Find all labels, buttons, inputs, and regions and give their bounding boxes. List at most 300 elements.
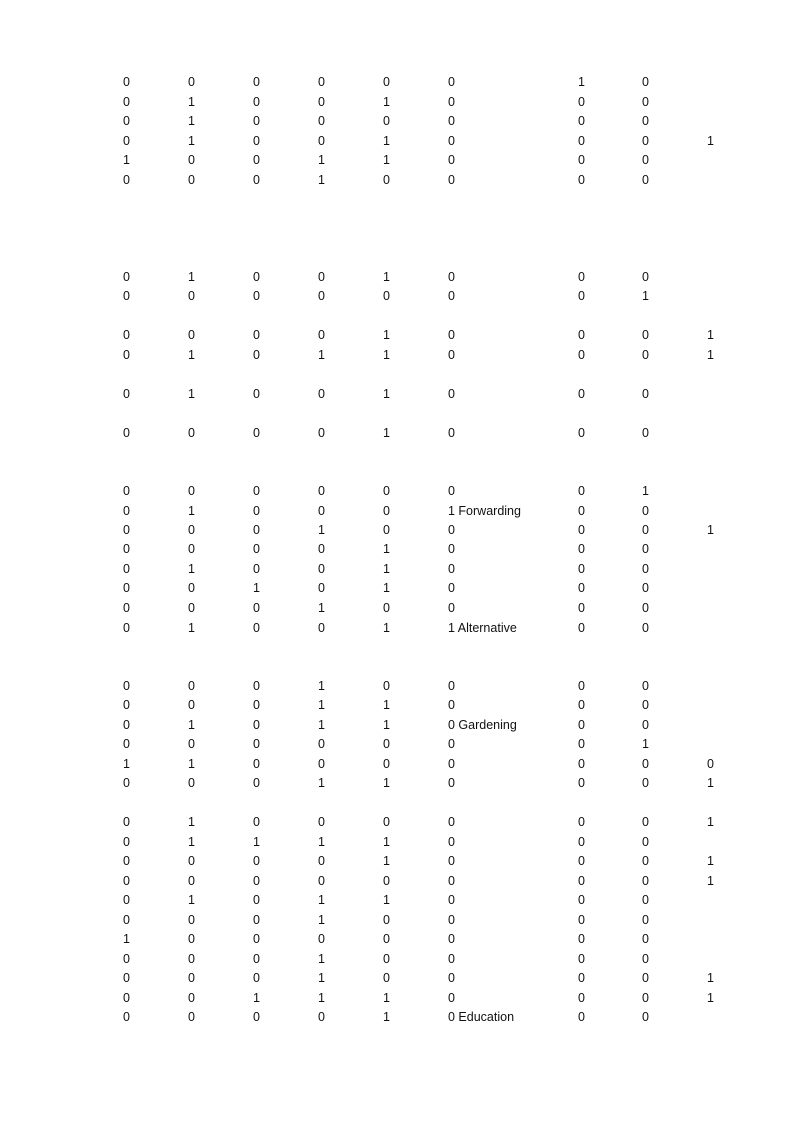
table-cell: 0 xyxy=(123,328,130,342)
table-cell: 1 xyxy=(318,523,325,537)
table-cell: 0 xyxy=(578,621,585,635)
table-cell: 1 xyxy=(383,270,390,284)
table-cell: 0 xyxy=(642,1010,649,1024)
table-cell: 0 xyxy=(253,484,260,498)
table-cell: 0 xyxy=(253,562,260,576)
table-cell: 0 xyxy=(448,95,455,109)
table-cell: 0 xyxy=(123,289,130,303)
table-cell xyxy=(707,950,747,968)
table-cell: 0 xyxy=(188,991,195,1005)
table-cell xyxy=(707,677,747,695)
table-cell: 0 xyxy=(318,114,325,128)
table-cell: 0 xyxy=(253,893,260,907)
table-cell: 0 xyxy=(383,173,390,187)
table-cell: 0 xyxy=(642,95,649,109)
table-cell: 1 xyxy=(318,718,325,732)
table-cell: 0 xyxy=(188,776,195,790)
table-cell: 1 xyxy=(383,1010,390,1024)
table-cell: 0 xyxy=(578,289,585,303)
table-cell: 0 xyxy=(578,913,585,927)
table-cell: 0 xyxy=(578,387,585,401)
table-cell: 0 xyxy=(188,737,195,751)
table-cell: 1 xyxy=(383,718,390,732)
table-row xyxy=(0,599,800,617)
table-cell: 0 xyxy=(318,874,325,888)
table-cell: 0 xyxy=(318,932,325,946)
table-row xyxy=(0,813,800,831)
table-cell xyxy=(707,151,747,169)
table-cell xyxy=(707,171,747,189)
table-cell: 0 xyxy=(123,601,130,615)
table-cell: 0 xyxy=(253,348,260,362)
table-cell: 0 xyxy=(578,854,585,868)
table-cell: 0 xyxy=(383,737,390,751)
table-row xyxy=(0,619,800,637)
table-row xyxy=(0,482,800,500)
table-cell: 0 xyxy=(253,601,260,615)
table-cell: 0 xyxy=(383,757,390,771)
table-row xyxy=(0,950,800,968)
table-cell: 0 xyxy=(448,737,455,751)
table-cell: 1 xyxy=(383,893,390,907)
table-cell: 1 xyxy=(383,835,390,849)
table-cell: 0 xyxy=(188,153,195,167)
table-cell: 0 xyxy=(642,504,649,518)
table-cell: 1 xyxy=(188,835,195,849)
table-cell: 0 xyxy=(318,504,325,518)
table-cell: 0 xyxy=(123,387,130,401)
table-cell: 0 xyxy=(123,835,130,849)
table-cell: 0 xyxy=(253,270,260,284)
table-cell: 0 xyxy=(448,153,455,167)
table-cell: 0 xyxy=(578,114,585,128)
table-cell: 0 xyxy=(578,698,585,712)
table-cell: 1 xyxy=(188,562,195,576)
table-cell: 0 xyxy=(188,601,195,615)
table-cell: 0 xyxy=(578,815,585,829)
table-cell: 0 xyxy=(642,426,649,440)
table-cell: 1 xyxy=(188,114,195,128)
table-cell: 0 xyxy=(578,932,585,946)
table-cell: 0 xyxy=(253,913,260,927)
table-cell: 0 xyxy=(448,484,455,498)
table-cell: 0 xyxy=(578,270,585,284)
table-cell: 0 xyxy=(188,426,195,440)
table-cell: 0 xyxy=(253,679,260,693)
table-cell: 0 xyxy=(253,718,260,732)
table-cell: 0 xyxy=(383,913,390,927)
table-cell: 0 xyxy=(448,854,455,868)
table-cell: 0 xyxy=(578,952,585,966)
table-cell: 0 xyxy=(448,270,455,284)
table-cell: 0 xyxy=(578,95,585,109)
table-cell: 0 xyxy=(642,134,649,148)
table-cell: 1 xyxy=(707,776,714,790)
table-cell: 0 xyxy=(448,562,455,576)
table-cell: 1 xyxy=(707,328,714,342)
table-cell: 0 xyxy=(642,387,649,401)
table-cell: 0 xyxy=(448,426,455,440)
table-cell: 1 xyxy=(318,698,325,712)
table-cell: 1 xyxy=(383,581,390,595)
table-cell: 0 xyxy=(253,776,260,790)
table-cell: 0 xyxy=(123,270,130,284)
table-cell: 0 xyxy=(253,971,260,985)
table-row xyxy=(0,560,800,578)
table-cell: 1 xyxy=(188,387,195,401)
table-row xyxy=(0,151,800,169)
table-cell: 0 xyxy=(642,835,649,849)
table-row xyxy=(0,677,800,695)
table-cell: 1 xyxy=(707,523,714,537)
table-cell: 1 xyxy=(707,348,714,362)
table-cell: 0 xyxy=(642,328,649,342)
table-cell xyxy=(707,560,747,578)
table-cell: 0 xyxy=(642,854,649,868)
table-cell: 0 xyxy=(123,484,130,498)
table-cell: 1 xyxy=(383,95,390,109)
table-cell: 0 xyxy=(578,484,585,498)
table-cell xyxy=(707,287,747,305)
table-cell: 1 xyxy=(318,952,325,966)
table-row xyxy=(0,833,800,851)
table-cell: 1 xyxy=(188,95,195,109)
table-cell: 1 xyxy=(318,913,325,927)
table-cell: 1 xyxy=(383,542,390,556)
table-cell: 1 xyxy=(383,776,390,790)
table-cell: 0 xyxy=(253,874,260,888)
table-cell: 0 xyxy=(448,952,455,966)
table-cell: 1 xyxy=(383,698,390,712)
table-cell xyxy=(707,482,747,500)
table-cell: 0 xyxy=(448,581,455,595)
table-cell: 0 xyxy=(123,679,130,693)
table-cell: 0 xyxy=(123,1010,130,1024)
table-row xyxy=(0,1008,800,1026)
table-cell: 0 xyxy=(642,757,649,771)
table-cell: 0 Gardening xyxy=(448,718,517,732)
table-cell: 0 xyxy=(448,523,455,537)
table-cell: 1 xyxy=(188,348,195,362)
table-row xyxy=(0,755,800,773)
table-cell: 0 xyxy=(253,75,260,89)
table-cell: 1 xyxy=(123,153,130,167)
table-cell: 0 xyxy=(578,601,585,615)
table-cell xyxy=(707,1008,747,1026)
table-cell: 0 xyxy=(123,75,130,89)
table-cell: 0 xyxy=(188,698,195,712)
table-cell: 0 xyxy=(448,289,455,303)
table-cell: 0 xyxy=(448,134,455,148)
table-cell: 0 xyxy=(188,523,195,537)
table-cell: 0 xyxy=(642,270,649,284)
table-cell: 0 xyxy=(253,173,260,187)
table-cell: 1 xyxy=(707,134,714,148)
table-cell: 0 xyxy=(253,114,260,128)
table-row xyxy=(0,171,800,189)
table-cell: 0 xyxy=(448,698,455,712)
table-row xyxy=(0,424,800,442)
table-cell: 0 xyxy=(318,757,325,771)
table-cell: 0 xyxy=(642,153,649,167)
table-cell: 0 xyxy=(188,328,195,342)
table-cell xyxy=(707,716,747,734)
table-cell: 0 xyxy=(318,581,325,595)
table-cell: 0 xyxy=(253,757,260,771)
table-cell: 0 xyxy=(578,893,585,907)
table-cell: 0 xyxy=(642,776,649,790)
table-cell: 1 Alternative xyxy=(448,621,517,635)
table-cell: 0 Education xyxy=(448,1010,515,1024)
table-cell: 0 xyxy=(578,737,585,751)
table-cell: 0 xyxy=(642,621,649,635)
table-cell: 0 xyxy=(253,737,260,751)
table-cell: 0 xyxy=(383,289,390,303)
table-row xyxy=(0,385,800,403)
table-cell: 0 xyxy=(642,523,649,537)
table-cell: 1 xyxy=(318,173,325,187)
table-cell: 0 xyxy=(123,348,130,362)
table-cell xyxy=(707,696,747,714)
table-cell: 1 xyxy=(318,991,325,1005)
table-cell: 1 xyxy=(707,991,714,1005)
table-cell: 0 xyxy=(448,776,455,790)
table-cell: 0 xyxy=(578,1010,585,1024)
table-cell: 0 xyxy=(123,621,130,635)
table-cell: 0 xyxy=(318,75,325,89)
table-cell: 0 xyxy=(383,523,390,537)
table-cell: 0 xyxy=(448,387,455,401)
table-cell xyxy=(707,579,747,597)
table-cell: 1 xyxy=(188,757,195,771)
table-cell: 0 xyxy=(642,932,649,946)
table-row xyxy=(0,502,800,520)
table-cell: 0 xyxy=(642,601,649,615)
table-cell xyxy=(707,502,747,520)
table-cell: 0 xyxy=(123,542,130,556)
table-cell: 0 xyxy=(448,757,455,771)
table-cell: 1 xyxy=(707,971,714,985)
table-cell: 0 xyxy=(188,874,195,888)
table-cell: 0 xyxy=(448,114,455,128)
table-cell: 0 xyxy=(253,815,260,829)
table-cell: 1 xyxy=(383,328,390,342)
table-cell: 0 xyxy=(383,952,390,966)
table-cell xyxy=(707,540,747,558)
table-cell xyxy=(707,112,747,130)
table-cell: 0 xyxy=(123,854,130,868)
table-cell: 0 xyxy=(188,1010,195,1024)
table-cell: 0 xyxy=(318,562,325,576)
table-cell: 0 xyxy=(448,173,455,187)
table-cell: 0 xyxy=(383,484,390,498)
table-cell: 1 xyxy=(188,134,195,148)
table-cell: 0 xyxy=(578,153,585,167)
table-cell xyxy=(707,599,747,617)
table-cell xyxy=(707,93,747,111)
table-cell: 0 xyxy=(448,542,455,556)
table-row xyxy=(0,911,800,929)
table-cell: 0 xyxy=(123,893,130,907)
table-cell: 1 xyxy=(707,815,714,829)
table-cell: 0 xyxy=(188,75,195,89)
table-row xyxy=(0,969,800,987)
table-cell: 0 xyxy=(188,484,195,498)
table-cell: 0 xyxy=(123,952,130,966)
table-cell: 0 xyxy=(642,718,649,732)
table-cell: 0 xyxy=(123,776,130,790)
table-cell: 0 xyxy=(448,971,455,985)
table-cell: 0 xyxy=(642,815,649,829)
table-cell: 1 xyxy=(642,289,649,303)
table-cell: 1 xyxy=(123,932,130,946)
table-row xyxy=(0,521,800,539)
table-cell: 0 xyxy=(448,913,455,927)
table-cell: 0 xyxy=(318,426,325,440)
table-cell: 0 xyxy=(448,815,455,829)
table-cell xyxy=(707,891,747,909)
table-cell: 0 xyxy=(253,698,260,712)
table-cell: 0 xyxy=(253,952,260,966)
table-cell: 1 xyxy=(318,153,325,167)
table-cell: 0 xyxy=(123,562,130,576)
table-cell: 0 xyxy=(253,621,260,635)
table-cell: 0 xyxy=(642,874,649,888)
table-cell: 0 xyxy=(642,114,649,128)
table-cell: 0 xyxy=(448,835,455,849)
table-row xyxy=(0,112,800,130)
table-row xyxy=(0,989,800,1007)
table-cell: 0 xyxy=(318,484,325,498)
table-cell: 1 xyxy=(383,426,390,440)
table-cell: 1 xyxy=(188,504,195,518)
table-cell: 1 xyxy=(383,153,390,167)
table-cell: 0 xyxy=(253,1010,260,1024)
table-cell: 1 xyxy=(383,562,390,576)
table-cell xyxy=(707,735,747,753)
table-cell: 0 xyxy=(578,991,585,1005)
table-cell: 0 xyxy=(578,173,585,187)
table-cell: 0 xyxy=(578,679,585,693)
table-row xyxy=(0,774,800,792)
table-cell: 0 xyxy=(318,328,325,342)
table-cell: 0 xyxy=(448,893,455,907)
table-cell: 0 xyxy=(318,289,325,303)
table-cell: 0 xyxy=(383,114,390,128)
table-cell: 0 xyxy=(318,95,325,109)
table-row xyxy=(0,735,800,753)
table-cell xyxy=(707,73,747,91)
table-cell: 0 xyxy=(642,348,649,362)
table-cell: 0 xyxy=(448,991,455,1005)
table-row xyxy=(0,73,800,91)
table-cell: 1 xyxy=(642,484,649,498)
table-cell: 0 xyxy=(578,718,585,732)
table-cell xyxy=(707,619,747,637)
table-cell: 0 xyxy=(188,679,195,693)
table-cell: 1 xyxy=(188,893,195,907)
table-cell: 0 xyxy=(642,542,649,556)
table-cell: 0 xyxy=(253,932,260,946)
table-cell: 0 xyxy=(448,601,455,615)
table-cell xyxy=(707,911,747,929)
table-cell: 1 xyxy=(383,854,390,868)
table-cell: 0 xyxy=(123,913,130,927)
table-cell: 0 xyxy=(642,562,649,576)
table-cell: 1 xyxy=(383,134,390,148)
table-cell: 0 xyxy=(642,971,649,985)
table-cell: 0 xyxy=(448,874,455,888)
table-cell: 0 xyxy=(642,581,649,595)
table-cell: 0 xyxy=(578,835,585,849)
table-row xyxy=(0,930,800,948)
table-row xyxy=(0,716,800,734)
table-cell: 0 xyxy=(448,679,455,693)
table-cell xyxy=(707,268,747,286)
table-cell: 0 xyxy=(318,1010,325,1024)
table-cell: 0 xyxy=(642,952,649,966)
table-cell: 1 xyxy=(318,601,325,615)
table-cell: 0 xyxy=(707,757,714,771)
table-cell: 0 xyxy=(578,426,585,440)
table-cell: 1 xyxy=(123,757,130,771)
table-cell: 0 xyxy=(123,426,130,440)
table-cell: 1 xyxy=(642,737,649,751)
table-cell: 0 xyxy=(578,504,585,518)
table-cell: 1 xyxy=(318,679,325,693)
table-cell: 0 xyxy=(188,971,195,985)
table-cell: 1 xyxy=(383,621,390,635)
table-cell: 0 xyxy=(383,874,390,888)
table-cell: 1 xyxy=(188,621,195,635)
table-cell: 0 xyxy=(383,75,390,89)
table-row xyxy=(0,93,800,111)
table-cell: 1 xyxy=(253,835,260,849)
table-cell: 0 xyxy=(578,328,585,342)
table-row xyxy=(0,891,800,909)
table-row xyxy=(0,696,800,714)
table-cell: 0 xyxy=(253,504,260,518)
table-cell: 0 xyxy=(123,134,130,148)
table-cell: 1 xyxy=(578,75,585,89)
table-cell: 1 xyxy=(318,893,325,907)
table-cell: 0 xyxy=(253,134,260,148)
table-cell: 0 xyxy=(578,523,585,537)
table-cell: 0 xyxy=(188,952,195,966)
table-cell: 0 xyxy=(188,932,195,946)
table-cell: 0 xyxy=(383,815,390,829)
table-cell: 1 xyxy=(383,387,390,401)
table-cell: 1 xyxy=(707,874,714,888)
table-cell: 0 xyxy=(188,913,195,927)
table-cell: 0 xyxy=(383,971,390,985)
table-cell: 0 xyxy=(578,542,585,556)
table-cell: 0 xyxy=(318,134,325,148)
table-row xyxy=(0,132,800,150)
table-cell: 0 xyxy=(642,893,649,907)
table-cell: 0 xyxy=(578,776,585,790)
table-cell: 0 xyxy=(188,854,195,868)
table-cell: 1 Forwarding xyxy=(448,504,521,518)
table-cell: 0 xyxy=(253,426,260,440)
table-cell: 0 xyxy=(123,971,130,985)
table-cell: 0 xyxy=(253,523,260,537)
table-cell: 0 xyxy=(318,621,325,635)
table-cell: 0 xyxy=(642,698,649,712)
table-cell: 0 xyxy=(318,270,325,284)
table-cell: 0 xyxy=(123,504,130,518)
table-cell: 1 xyxy=(318,835,325,849)
